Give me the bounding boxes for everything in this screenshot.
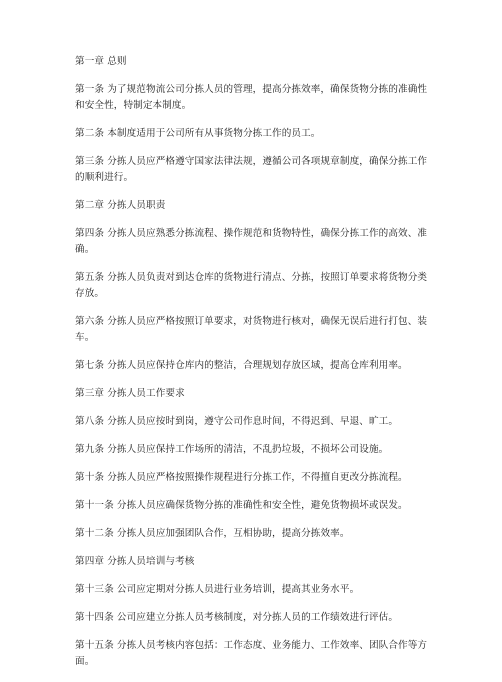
article-paragraph: 第五条 分拣人员负责对到达仓库的货物进行清点、分拣，按照订单要求将货物分类存放。 <box>75 272 428 299</box>
article-paragraph: 第十五条 分拣人员考核内容包括：工作态度、业务能力、工作效率、团队合作等方面。 <box>75 640 428 667</box>
chapter-heading: 第二章 分拣人员职责 <box>75 200 166 211</box>
article-paragraph: 第十条 分拣人员应严格按照操作规程进行分拣工作，不得擅自更改分拣流程。 <box>75 472 408 483</box>
article-paragraph: 第四条 分拣人员应熟悉分拣流程、操作规范和货物特性，确保分拣工作的高效、准确。 <box>75 228 428 255</box>
chapter-heading: 第三章 分拣人员工作要求 <box>75 388 185 399</box>
chapter-heading: 第四章 分拣人员培训与考核 <box>75 556 195 567</box>
article-paragraph: 第八条 分拣人员应按时到岗，遵守公司作息时间，不得迟到、早退、旷工。 <box>75 416 399 427</box>
article-paragraph: 第十三条 公司应定期对分拣人员进行业务培训，提高其业务水平。 <box>75 584 360 595</box>
article-paragraph: 第三条 分拣人员应严格遵守国家法律法规，遵循公司各项规章制度，确保分拣工作的顺利进行。 <box>75 156 428 183</box>
chapter-heading: 第一章 总则 <box>75 56 127 67</box>
article-paragraph: 第九条 分拣人员应保持工作场所的清洁，不乱扔垃圾，不损坏公司设施。 <box>75 444 389 455</box>
article-paragraph: 第七条 分拣人员应保持仓库内的整洁，合理规划存放区域，提高仓库利用率。 <box>75 360 408 371</box>
article-paragraph: 第六条 分拣人员应严格按照订单要求，对货物进行核对，确保无误后进行打包、装车。 <box>75 316 428 343</box>
article-paragraph: 第十一条 分拣人员应确保货物分拣的准确性和安全性，避免货物损坏或误发。 <box>75 500 408 511</box>
article-paragraph: 第十二条 分拣人员应加强团队合作，互相协助，提高分拣效率。 <box>75 528 350 539</box>
document-page <box>75 54 435 682</box>
article-paragraph: 第一条 为了规范物流公司分拣人员的管理，提高分拣效率，确保货物分拣的准确性和安全性，特制定本制度。 <box>75 84 428 111</box>
article-paragraph: 第二条 本制度适用于公司所有从事货物分拣工作的员工。 <box>75 128 321 139</box>
article-paragraph: 第十四条 公司应建立分拣人员考核制度，对分拣人员的工作绩效进行评估。 <box>75 612 399 623</box>
